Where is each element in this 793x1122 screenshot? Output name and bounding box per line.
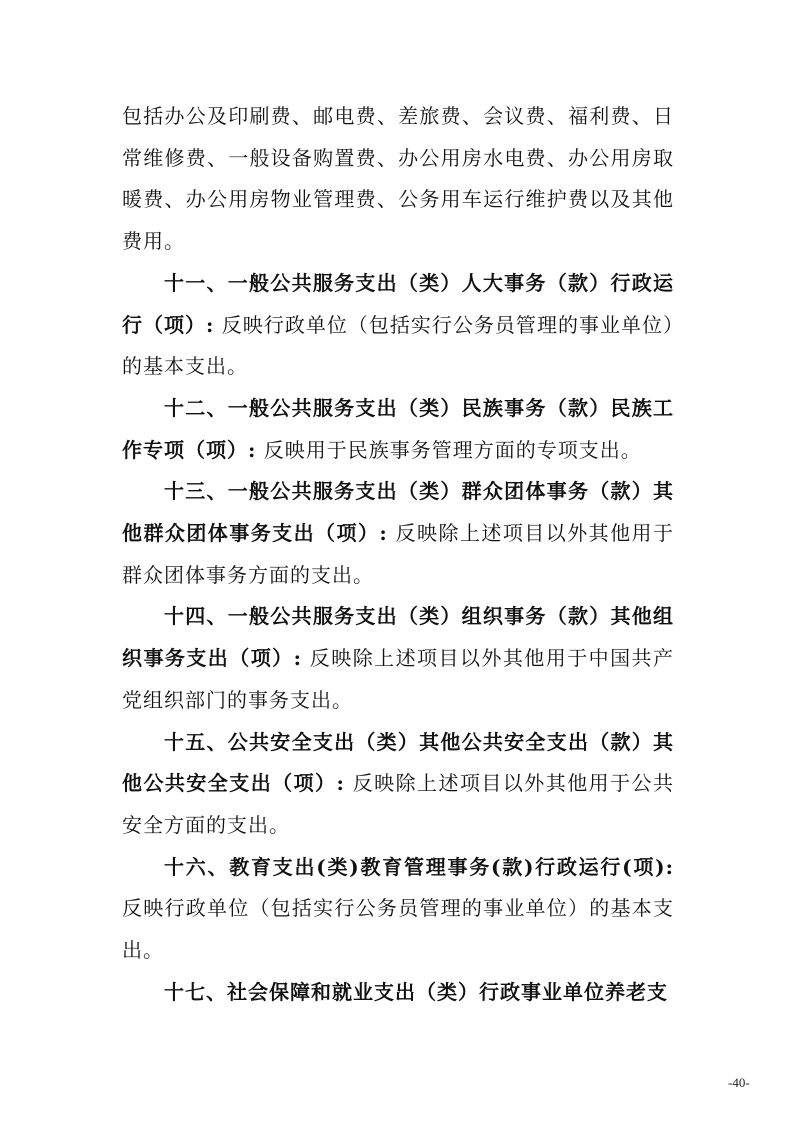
item-description: 反映除上述项目以外其他用于公共安全方面的支出。 [122, 771, 675, 837]
paragraph-item-17 [122, 972, 674, 1014]
item-heading: 十七、社会保障和就业支出（类）行政事业单位养老支 [164, 979, 668, 1004]
item-description: 反映除上述项目以外其他用于群众团体事务方面的支出。 [122, 521, 675, 587]
item-heading: 十四、一般公共服务支出（类）组织事务（款）其他组织事务支出（项）: [122, 604, 674, 671]
paragraph-item-16 [122, 847, 674, 972]
item-heading: 十五、公共安全支出（类）其他公共安全支出（款）其他公共安全支出（项）: [122, 729, 674, 796]
item-heading: 十一、一般公共服务支出（类）人大事务（款）行政运行（项）: [122, 270, 674, 337]
paragraph-item-13 [122, 471, 674, 596]
paragraph-item-14 [122, 596, 674, 721]
item-description: 反映除上述项目以外其他用于中国共产党组织部门的事务支出。 [122, 646, 674, 712]
paragraph-item-12 [122, 388, 674, 471]
document-body [122, 96, 674, 1013]
paragraph-continuation [122, 96, 674, 263]
page-number: -40- [728, 1075, 750, 1090]
paragraph-body: 包括办公及印刷费、邮电费、差旅费、会议费、福利费、日常维修费、一般设备购置费、办公用房水电费、办公用房取暖费、办公用房物业管理费、公务用车运行维护费以及其他费用。 [122, 104, 674, 254]
item-heading: 十六、教育支出(类)教育管理事务(款)行政运行(项): [164, 854, 674, 879]
item-description: 反映用于民族事务管理方面的专项支出。 [263, 437, 642, 462]
item-description: 反映行政单位（包括实行公务员管理的事业单位）的基本支出。 [122, 896, 674, 963]
item-heading: 十三、一般公共服务支出（类）群众团体事务（款）其他群众团体事务支出（项）: [122, 479, 674, 546]
paragraph-item-11 [122, 263, 674, 388]
paragraph-item-15 [122, 722, 674, 847]
item-heading: 十二、一般公共服务支出（类）民族事务（款）民族工作专项（项）: [122, 395, 674, 462]
item-description: 反映行政单位（包括实行公务员管理的事业单位）的基本支出。 [122, 312, 674, 379]
